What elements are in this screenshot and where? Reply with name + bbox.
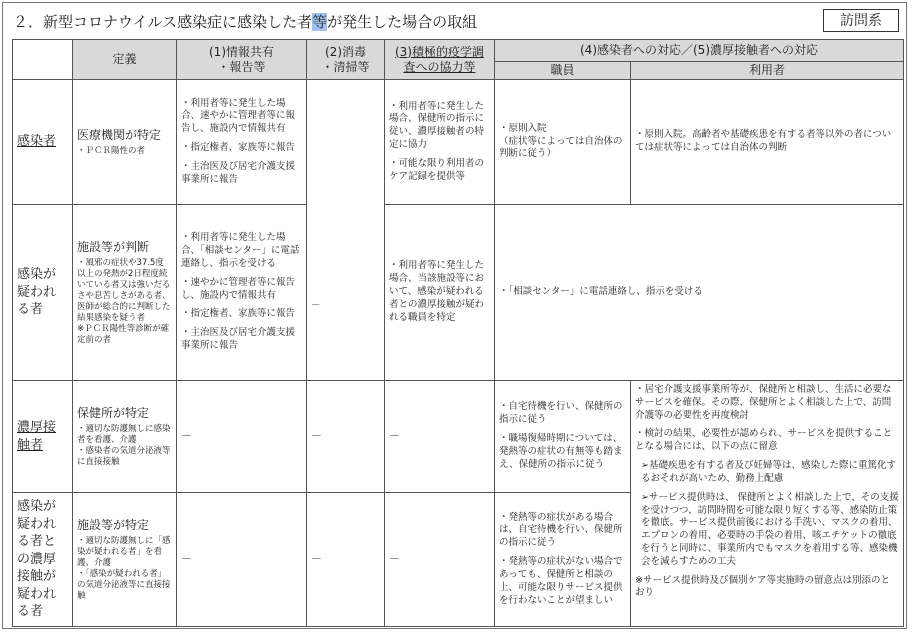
list-item: ・職場復帰時期については、発熱等の症状の有無等も踏まえ、保健所の指示に従う [499,433,623,470]
cooperation-cell: ・利用者等に発生した場合、当該施設等において、感染が疑われる者との濃厚接触が疑われる職員を特定 [385,205,495,381]
definition-main: 医療機関が特定 [77,127,162,142]
disinfect-cell: － [307,381,385,493]
definition-detail: ・適切な防護無しに「感染が疑われる者」を看護、介護 ・「感染が疑われる者」の気道分泌液等に直接接触 [77,535,171,602]
row-label-text: 感染者 [17,134,57,150]
disinfect-cell [307,80,385,381]
cooperation-cell [385,80,495,205]
corner-cell [13,40,73,80]
title-text-end: が発生した場合の取組 [327,13,478,31]
definition-main: 施設等が特定 [77,517,150,532]
definition-detail: ・適切な防護無しに感染者を看護、介護 ・感染者の気道分泌液等に直接接触 [77,424,171,468]
list-item: ・検討の結果、必要性が認められ、サービスを提供することとなる場合には、以下の点に留意 [635,428,893,453]
info-share-cell [177,80,307,205]
row-label-infected [13,80,73,205]
header-response: (4)感染者への対応／(5)濃厚接触者への対応 [495,40,904,62]
user-response-cell: ・原則入院。高齢者や基礎疾患を有する者等以外の者については症状等によっては自治体の判断 [631,80,904,205]
definition-cell [73,493,177,627]
list-item: ・利用者等に発生した場合、「相談センター」に電話連絡し、指示を受ける [181,232,300,269]
list-item: ➢サービス提供時は、 保健所とよく相談した上で、その支援を受けつつ、訪問時間を可能な限り短くする等、感染防止策を徹底。サービス提供前後における手洗い、マスクの着用、エプロンの着用、必要時の手袋の着用、咳エチケットの徹底を行うと同時に、事業所内でもマスクを着用する等、感染機会を減らすための工夫 [641,491,899,567]
response-table [12,39,904,627]
definition-detail: ・風邪の症状や37.5度以上の発熱が2日程度続いている者又は強いだるさや息苦しさがある者、医師が総合的に判断した結果感染を疑う者 ※ＰＣＲ陽性等診断が確定前の者 [77,257,171,346]
definition-cell [73,205,177,381]
list-item: ・主治医及び居宅介護支援事業所に報告 [181,160,296,185]
response-cell: ・「相談センター」に電話連絡し、指示を受ける [495,205,904,381]
list-item: ・居宅介護支援事業所等が、保健所と相談し、生活に必要なサービスを確保。その際、保健所とよく相談した上で、訪問介護等の必要性を再度検討 [635,384,892,421]
row-label-suspected: 感染が疑われる者 [13,205,73,381]
staff-response-cell [495,381,631,493]
service-type-badge: 訪問系 [823,9,899,32]
list-item: ・速やかに管理者等に報告し、施設内で情報共有 [181,276,296,301]
list-item: ・指定権者、家族等に報告 [181,308,296,320]
document-page [2,2,907,629]
header-disinfect: (2)消毒 ・清掃等 [307,40,385,80]
row-label-close-contact [13,381,73,493]
title-highlight: 等 [312,13,328,31]
table-row-infected [13,80,904,205]
page-title [13,11,477,32]
staff-response-cell: ・原則入院 （症状等によっては自治体の判断に従う） [495,80,631,205]
definition-cell [73,381,177,493]
list-item: ・指定権者、家族等に報告 [181,142,296,153]
title-text: ２．新型コロナウイルス感染症に感染した者 [13,13,313,31]
dash-value: － [311,299,321,311]
list-item: ※サービス提供時及び個別ケア等実施時の留意点は別添のとおり [635,574,890,599]
cooperation-cell: － [385,493,495,627]
table-row-close-contact [13,381,904,493]
definition-main: 施設等が判断 [77,239,150,254]
header-staff: 職員 [495,62,631,80]
definition-main: 保健所が特定 [77,405,150,420]
list-item: ・自宅待機を行い、保健所の指示に従う [499,401,623,426]
list-item: ・利用者等に発生した場合、保健所の指示に従い、濃厚接触者の特定に協力 [389,100,485,150]
info-share-cell: － [177,381,307,493]
list-item: ・主治医及び居宅介護支援事業所に報告 [181,327,296,351]
list-item: ➢基礎疾患を有する者及び妊婦等は、感染した際に重篤化するおそれが高いため、勤務上配慮 [641,460,896,484]
info-share-cell [177,205,307,381]
header-info-share: (1)情報共有 ・報告等 [177,40,307,80]
cooperation-cell: － [385,381,495,493]
table-row-suspected [13,205,904,381]
staff-response-cell [495,493,631,627]
info-share-cell: － [177,493,307,627]
list-item: ・可能な限り利用者のケア記録を提供等 [389,157,485,182]
header-cooperation: (3)積極的疫学調 査への協力等 [385,40,495,80]
user-response-cell [631,381,904,627]
disinfect-cell: － [307,493,385,627]
row-label-text: 濃厚接触者 [17,419,57,453]
definition-cell [73,80,177,205]
row-label-suspected-contact: 感染が疑われる者との濃厚接触が疑われる者 [13,493,73,627]
list-item: ・発熱等の症状がない場合であっても、保健所と相談の上、可能な限りサービス提供を行わないことが望ましい [499,556,623,606]
list-item: ・発熱等の症状がある場合は、自宅待機を行い、保健所の指示に従う [499,511,623,549]
header-definition: 定義 [73,40,177,80]
definition-detail: ・ＰＣＲ陽性の者 [77,146,146,157]
header-user: 利用者 [631,62,904,80]
list-item: ・利用者等に発生した場合、速やかに管理者等に報告し、施設内で情報共有 [181,97,296,135]
